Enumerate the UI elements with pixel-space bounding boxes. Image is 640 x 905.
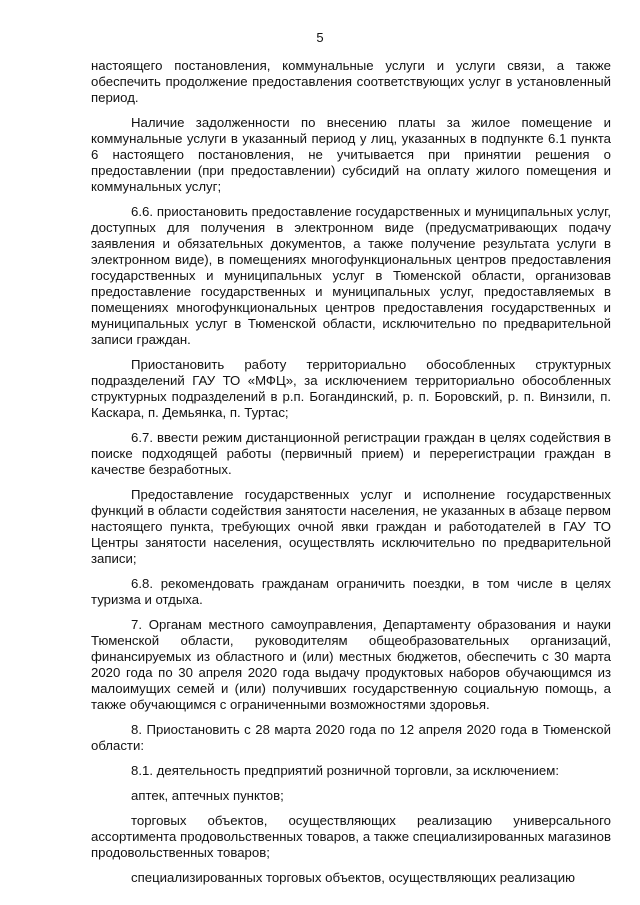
- paragraph-8: 8. Приостановить с 28 марта 2020 года по 12 апреля 2020 года в Тюменской области:: [91, 722, 611, 753]
- paragraph-debt-note: Наличие задолженности по внесению платы за жилое помещение и коммунальные услуги в указанный период у лиц, указанных в подпункте 6.1 пункта 6 настоящего постановления, не учитывается при принятии решения о предоставлении (при предоставлении) субсидий на оплату жилого помещения и коммунальных услуг;: [91, 115, 611, 194]
- paragraph-8-1: 8.1. деятельность предприятий розничной торговли, за исключением:: [131, 763, 559, 778]
- paragraph-6-6: 6.6. приостановить предоставление государственных и муниципальных услуг, доступных для получения в электронном виде (предусматривающих подачу заявления и обязательных документов, а также получение результата услуги в электронном виде), в помещениях многофункциональных центров предоставления государственных и муниципальных услуг в Тюменской области, организовав предоставление государственных и муниципальных услуг, предоставляемых в помещениях многофункциональных центров предоставления государственных и муниципальных услуг в Тюменской области, исключительно по предварительной записи граждан.: [91, 204, 611, 347]
- paragraph-mfc-suspend: Приостановить работу территориально обособленных структурных подразделений ГАУ ТО «МФЦ», за исключением территориально обособленных структурных подразделений в р.п. Богандинский, р. п. Боровский, р. п. Винзили, п. Каскара, п. Демьянка, п. Туртас;: [91, 357, 611, 420]
- paragraph-employment-services: Предоставление государственных услуг и исполнение государственных функций в области содействия занятости населения, не указанных в абзаце первом настоящего пункта, требующих очной явки граждан и работодателей в ГАУ ТО Центры занятости населения, осуществлять исключительно по предварительной записи;: [91, 487, 611, 566]
- paragraph-food-stores: торговых объектов, осуществляющих реализацию универсального ассортимента продовольственных товаров, а также специализированных магазинов продовольственных товаров;: [91, 813, 611, 860]
- paragraph-6-8: 6.8. рекомендовать гражданам ограничить поездки, в том числе в целях туризма и отдыха.: [91, 576, 611, 607]
- page-number: 5: [316, 30, 324, 45]
- paragraph-continuation: настоящего постановления, коммунальные услуги и услуги связи, а также обеспечить продолжение предоставления соответствующих услуг в установленный период.: [91, 58, 611, 105]
- paragraph-6-7: 6.7. ввести режим дистанционной регистрации граждан в целях содействия в поиске подходящей работы (первичный прием) и перерегистрации граждан в качестве безработных.: [91, 430, 611, 477]
- paragraph-pharmacies: аптек, аптечных пунктов;: [131, 788, 284, 803]
- paragraph-specialized-stores: специализированных торговых объектов, осуществляющих реализацию: [131, 870, 575, 885]
- document-body: [91, 58, 611, 895]
- paragraph-7: 7. Органам местного самоуправления, Департаменту образования и науки Тюменской области, руководителям общеобразовательных организаций, финансируемых из областного и (или) местных бюджетов, обеспечить с 30 марта 2020 года по 30 апреля 2020 года выдачу продуктовых наборов обучающимся из малоимущих семей и (или) получивших государственную социальную помощь, а также обучающимся с ограниченными возможностями здоровья.: [91, 617, 611, 712]
